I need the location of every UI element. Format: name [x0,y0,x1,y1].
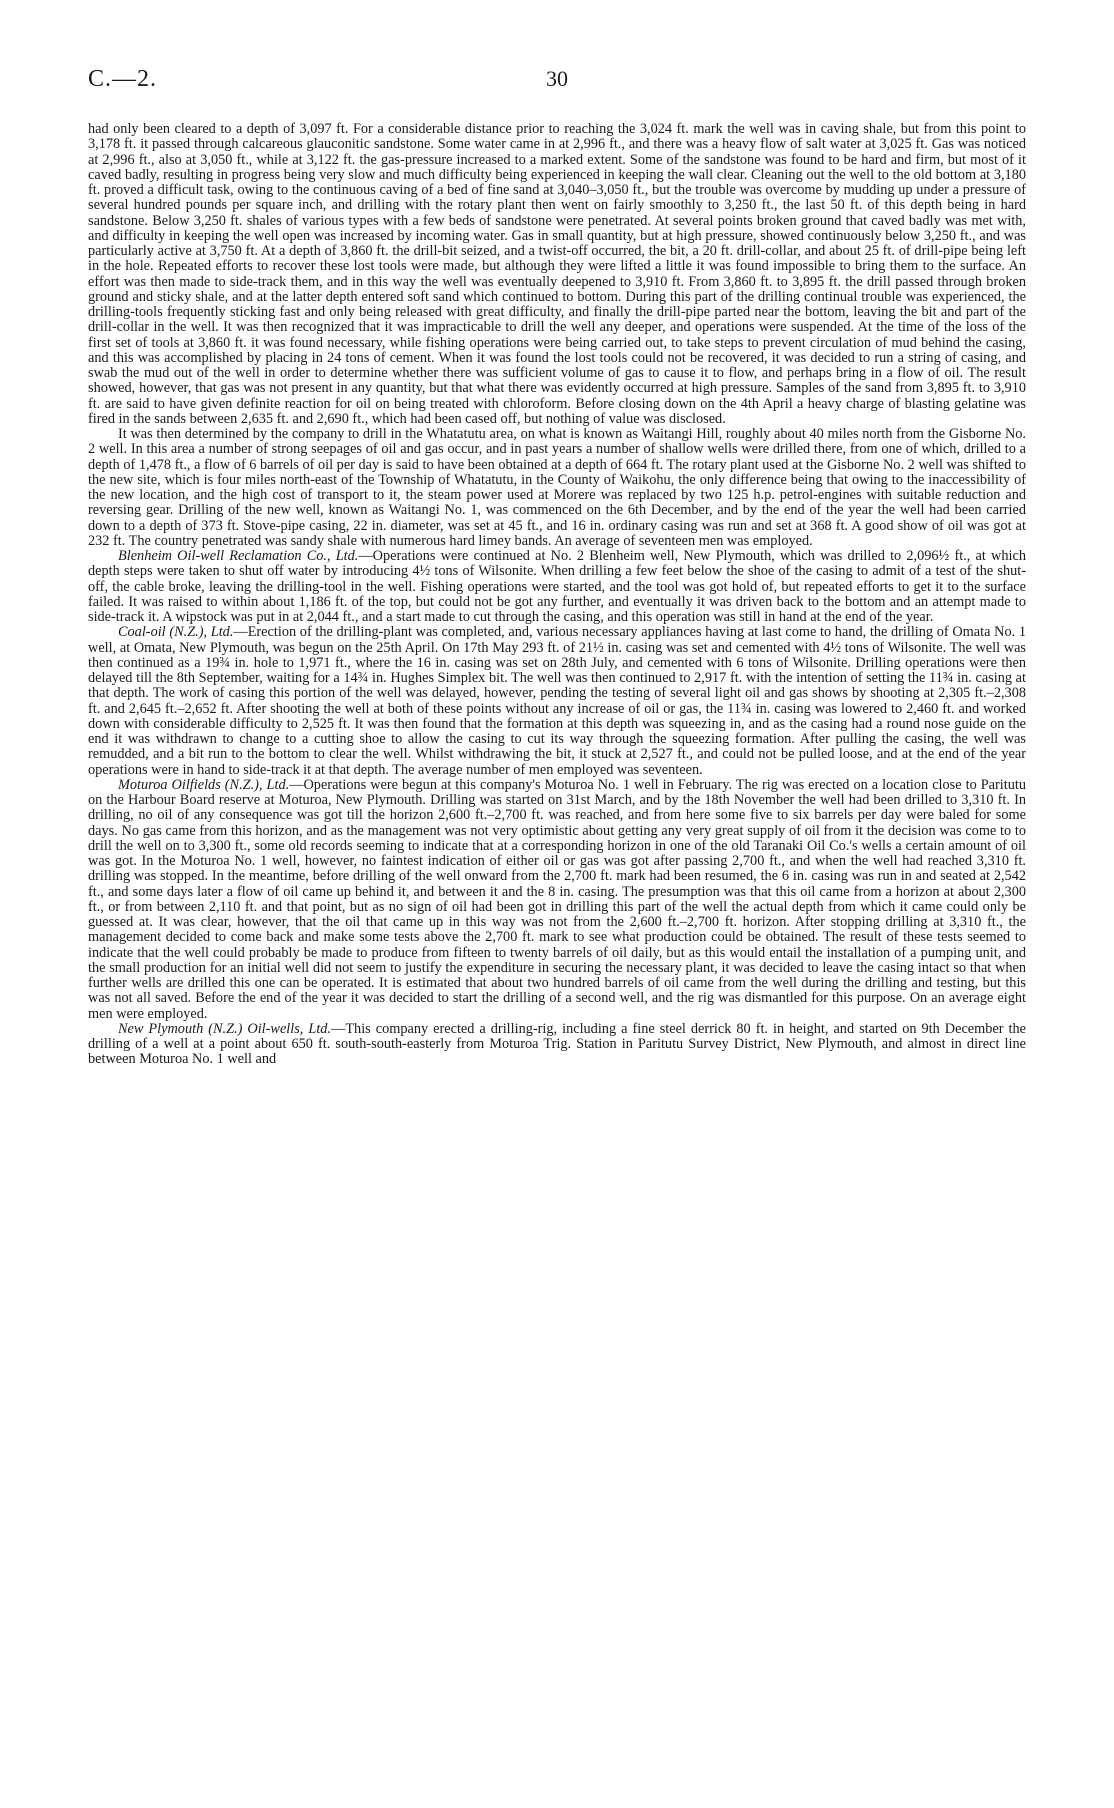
paragraph-moturoa: Moturoa Oilfields (N.Z.), Ltd.—Operations were begun at this company's Moturoa No. 1 well in February. The rig was erected on a location close to Paritutu on the Harbour Board reserve at Moturoa, New Plymouth. Drilling was started on 31st March, and by the 18th November the well had been drilled to 3,310 ft. In drilling, no oil of any consequence was got till the horizon 2,600 ft.–2,700 ft. was reached, and from here some five to six barrels per day were baled for some days. No gas came from this horizon, and as the management was not very optimistic about getting any very great supply of oil from it the decision was come to to drill the well on to 3,300 ft., some old records seeming to indicate that at a corresponding horizon in one of the old Taranaki Oil Co.'s wells a certain amount of oil was got. In the Moturoa No. 1 well, however, no faintest indication of either oil or gas was got after passing 2,700 ft., and when the well had reached 3,310 ft. drilling was stopped. In the meantime, before drilling of the well onward from the 2,700 ft. mark had been resumed, the 6 in. casing was run in and seated at 2,542 ft., and some days later a flow of oil came up behind it, and between it and the 8 in. casing. The presumption was that this oil came from a horizon at about 2,300 ft., or from between 2,110 ft. and that point, but as no sign of oil had been got in drilling this part of the well the actual depth from which it came could only be guessed at. It was clear, however, that the oil that came up in this way was not from the 2,600 ft.–2,700 ft. horizon. After stopping drilling at 3,310 ft., the management decided to come back and make some tests above the 2,700 ft. mark to see what production could be obtained. The result of these tests seemed to indicate that the well could probably be made to produce from fifteen to twenty barrels of oil daily, but as this would entail the installation of a pumping unit, and the small production for an initial well did not seem to justify the expenditure in securing the necessary plant, it was decided to leave the casing intact so that when further wells are drilled this one can be operated. It is estimated that about two hundred barrels of oil came from the well during the drilling and testing, but this was not all saved. Before the end of the year it was decided to start the drilling of a second well, and the rig was dismantled for this purpose. On an average eight men were employed. [88,776,1026,1022]
paragraph-whatatutu: It was then determined by the company to drill in the Whatatutu area, on what is known as Waitangi Hill, roughly about 40 miles north from the Gisborne No. 2 well. In this area a number of strong seepages of oil and gas occur, and in past years a number of shallow wells were drilled there, from one of which, drilled to a depth of 1,478 ft., a flow of 6 barrels of oil per day is said to have been obtained at a depth of 664 ft. The rotary plant used at the Gisborne No. 2 well was shifted to the new site, which is four miles north-east of the Township of Whatatutu, in the County of Waikohu, the only difference being that owing to the inaccessibility of the new location, and the high cost of transport to it, the steam power used at Morere was replaced by two 125 h.p. petrol-engines with suitable reduction and reversing gear. Drilling of the new well, known as Waitangi No. 1, was commenced on the 6th December, and by the end of the year the well had been carried down to a depth of 373 ft. Stove-pipe casing, 22 in. diameter, was set at 45 ft., and 16 in. ordinary casing was run and set at 368 ft. A good show of oil was got at 232 ft. The country penetrated was sandy shale with numerous hard limey bands. An average of seventeen men was employed. [88,426,1026,549]
paragraph-blenheim: Blenheim Oil-well Reclamation Co., Ltd.—Operations were continued at No. 2 Blenheim well, New Plymouth, which was drilled to 2,096½ ft., at which depth steps were taken to shut off water by introducing 4½ tons of Wilsonite. When drilling a few feet below the shoe of the casing to admit of a test of the shut-off, the cable broke, leaving the drilling-tool in the well. Fishing operations were started, and the tool was got hold of, but repeated efforts to get it to the surface failed. It was raised to within about 1,186 ft. of the top, but could not be got any further, and eventually it was driven back to the bottom and an attempt made to side-track it. A wipstock was put in at 2,044 ft., and a start made to cut through the casing, and this operation was still in hand at the end of the year. [88,548,1026,625]
paragraph-coal-oil: Coal-oil (N.Z.), Ltd.—Erection of the drilling-plant was completed, and, various necessary appliances having at last come to hand, the drilling of Omata No. 1 well, at Omata, New Plymouth, was begun on the 25th April. On 17th May 293 ft. of 21½ in. casing was set and cemented with 4½ tons of Wilsonite. The well was then continued as a 19¾ in. hole to 1,971 ft., where the 16 in. casing was set on 28th July, and cemented with 6 tons of Wilsonite. Drilling operations were then delayed till the 8th September, waiting for a 14¾ in. Hughes Simplex bit. The well was then continued to 2,917 ft. with the intention of setting the 11¾ in. casing at that depth. The work of casing this portion of the well was delayed, however, pending the testing of several light oil and gas shows by shooting at 2,305 ft.–2,308 ft. and 2,645 ft.–2,652 ft. After shooting the well at both of these points without any increase of oil or gas, the 11¾ in. casing was lowered to 2,460 ft. and worked down with considerable difficulty to 2,525 ft. It was then found that the formation at this depth was squeezing in, and as the casing had a round nose guide on the end it was withdrawn to change to a cutting shoe to allow the casing to cut its way through the squeezing formation. After pulling the casing, the well was remudded, and a bit run to the bottom to clear the well. Whilst withdrawing the bit, it stuck at 2,527 ft., and could not be pulled loose, and at the end of the year operations were in hand to side-track it at that depth. The average number of men employed was seventeen. [88,624,1026,778]
page-number: 30 [546,66,568,91]
body-text [88,122,1026,1068]
document-code: C.—2. [88,66,158,92]
company-name: Moturoa Oilfields (N.Z.), Ltd. [118,776,290,793]
company-name: New Plymouth (N.Z.) Oil-wells, Ltd. [118,1020,332,1037]
paragraph-new-plymouth: New Plymouth (N.Z.) Oil-wells, Ltd.—This company erected a drilling-rig, including a fine steel derrick 80 ft. in height, and started on 9th December the drilling of a well at a point about 650 ft. south-south-easterly from Moturoa Trig. Station in Paritutu Survey District, New Plymouth, and almost in direct line between Moturoa No. 1 well and [88,1020,1026,1068]
company-name: Coal-oil (N.Z.), Ltd. [118,624,234,641]
page-header [88,66,1026,106]
paragraph-gisborne-continued: had only been cleared to a depth of 3,097 ft. For a considerable distance prior to reaching the 3,024 ft. mark the well was in caving shale, but from this point to 3,178 ft. it passed through calcareous glauconitic sandstone. Some water came in at 2,996 ft., and there was a heavy flow of salt water at 3,025 ft. Gas was noticed at 2,996 ft., also at 3,050 ft., while at 3,122 ft. the gas-pressure increased to a marked extent. Some of the sandstone was found to be hard and firm, but most of it caved badly, resulting in progress being very slow and much difficulty being experienced in keeping the wall clear. Cleaning out the well to the old bottom at 3,180 ft. proved a difficult task, owing to the continuous caving of a bed of fine sand at 3,040–3,050 ft., but the trouble was overcome by mudding up under a pressure of several hundred pounds per square inch, and drilling with the rotary plant then went on fairly smoothly to 3,250 ft., the last 50 ft. of this depth being in hard sandstone. Below 3,250 ft. shales of various types with a few beds of sandstone were penetrated. At several points broken ground that caved badly was met with, and difficulty in keeping the well open was increased by incoming water. Gas in small quantity, but at high pressure, showed continuously below 3,250 ft., and was particularly active at 3,750 ft. At a depth of 3,860 ft. the drill-bit seized, and a twist-off occurred, the bit, a 20 ft. drill-collar, and about 25 ft. of drill-pipe being left in the hole. Repeated efforts to recover these lost tools were made, but although they were lifted a little it was found impossible to bring them to the surface. An effort was then made to side-track them, and in this way the well was eventually deepened to 3,910 ft. From 3,860 ft. to 3,895 ft. the drill passed through broken ground and sticky shale, and at the latter depth entered soft sand which continued to bottom. During this part of the drilling continual trouble was experienced, the drilling-tools frequently sticking fast and only being released with great difficulty, and finally the drill-pipe parted near the bottom, leaving the bit and part of the drill-collar in the well. It was then recognized that it was impracticable to drill the well any deeper, and operations were suspended. At the time of the loss of the first set of tools at 3,860 ft. it was found necessary, while fishing operations were being carried out, to take steps to prevent circulation of mud behind the casing, and this was accomplished by placing in 24 tons of cement. When it was found the lost tools could not be recovered, it was decided to run a string of casing, and swab the mud out of the well in order to determine whether there was sufficient volume of gas to cause it to flow, and perhaps bring in a flow of oil. The result showed, however, that gas was not present in any quantity, but that what there was evidently occurred at high pressure. Samples of the sand from 3,895 ft. to 3,910 ft. are said to have given definite reaction for oil on being treated with chloroform. Before closing down on the 4th April a heavy charge of blasting gelatine was fired in the sands between 2,635 ft. and 2,690 ft., which had been cased off, but nothing of value was disclosed. [88,121,1026,427]
company-name: Blenheim Oil-well Reclamation Co., Ltd. [118,548,359,564]
